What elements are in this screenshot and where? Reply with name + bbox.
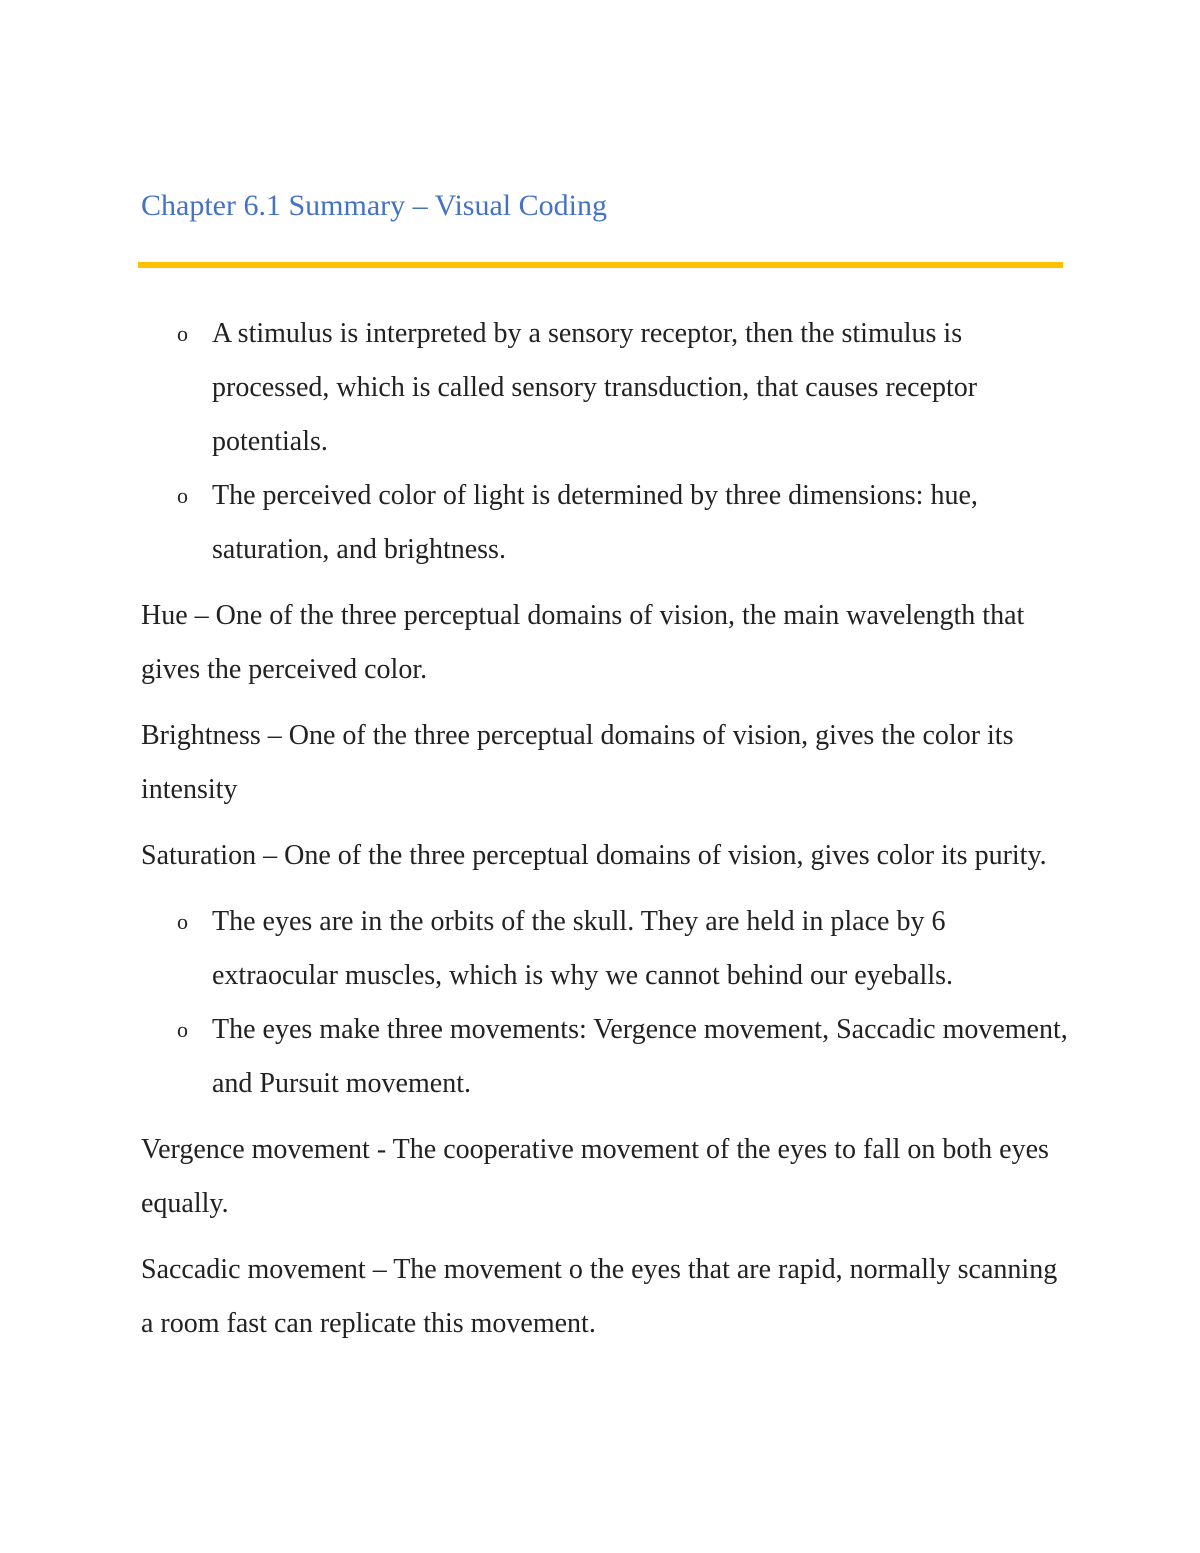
bullet-text: The perceived color of light is determined by three dimensions: hue, saturation, and brightness.: [212, 480, 978, 565]
definition-separator: –: [187, 600, 216, 631]
definition-term: Saturation: [141, 840, 257, 871]
definition-term: Brightness: [141, 720, 261, 751]
document-title: Chapter 6.1 Summary – Visual Coding: [141, 189, 607, 222]
bullet-list-1: [141, 307, 1071, 577]
definition-separator: -: [369, 1134, 393, 1165]
hollow-circle-bullet-icon: o: [177, 321, 188, 346]
bullet-text: The eyes make three movements: Vergence movement, Saccadic movement, and Pursuit movement.: [212, 1014, 1068, 1099]
definition-paragraph: [141, 709, 1071, 817]
hollow-circle-bullet-icon: o: [177, 909, 188, 934]
hollow-circle-bullet-icon: o: [177, 483, 188, 508]
definition-separator: –: [256, 840, 285, 871]
bullet-text: A stimulus is interpreted by a sensory receptor, then the stimulus is processed, which is called sensory transduction, that causes receptor potentials.: [212, 318, 978, 457]
bullet-item: [141, 469, 1071, 577]
bullet-item: [141, 1003, 1071, 1111]
bullet-item: [141, 307, 1071, 469]
definition-text: One of the three perceptual domains of vision, gives the color its intensity: [141, 720, 1014, 805]
definition-text: One of the three perceptual domains of vision, gives color its purity.: [284, 840, 1047, 871]
definition-paragraph: [141, 589, 1071, 697]
bullet-text: The eyes are in the orbits of the skull. They are held in place by 6 extraocular muscles, which is why we cannot behind our eyeballs.: [212, 906, 954, 991]
document-body: [141, 307, 1071, 1351]
definition-separator: –: [365, 1254, 394, 1285]
definition-text: The movement o the eyes that are rapid, normally scanning a room fast can replicate this movement.: [141, 1254, 1058, 1339]
definition-text: The cooperative movement of the eyes to fall on both eyes equally.: [141, 1134, 1049, 1219]
definition-paragraph: [141, 1123, 1071, 1231]
bullet-list-2: [141, 895, 1071, 1111]
title-underline-rule: [138, 262, 1063, 268]
definition-separator: –: [260, 720, 289, 751]
definition-paragraph: [141, 829, 1071, 883]
hollow-circle-bullet-icon: o: [177, 1017, 188, 1042]
definition-paragraph: [141, 1243, 1071, 1351]
bullet-item: [141, 895, 1071, 1003]
definition-term: Hue: [141, 600, 188, 631]
definition-term: Saccadic movement: [141, 1254, 366, 1285]
definition-text: One of the three perceptual domains of vision, the main wavelength that gives the perceived color.: [141, 600, 1025, 685]
definition-term: Vergence movement: [141, 1134, 370, 1165]
